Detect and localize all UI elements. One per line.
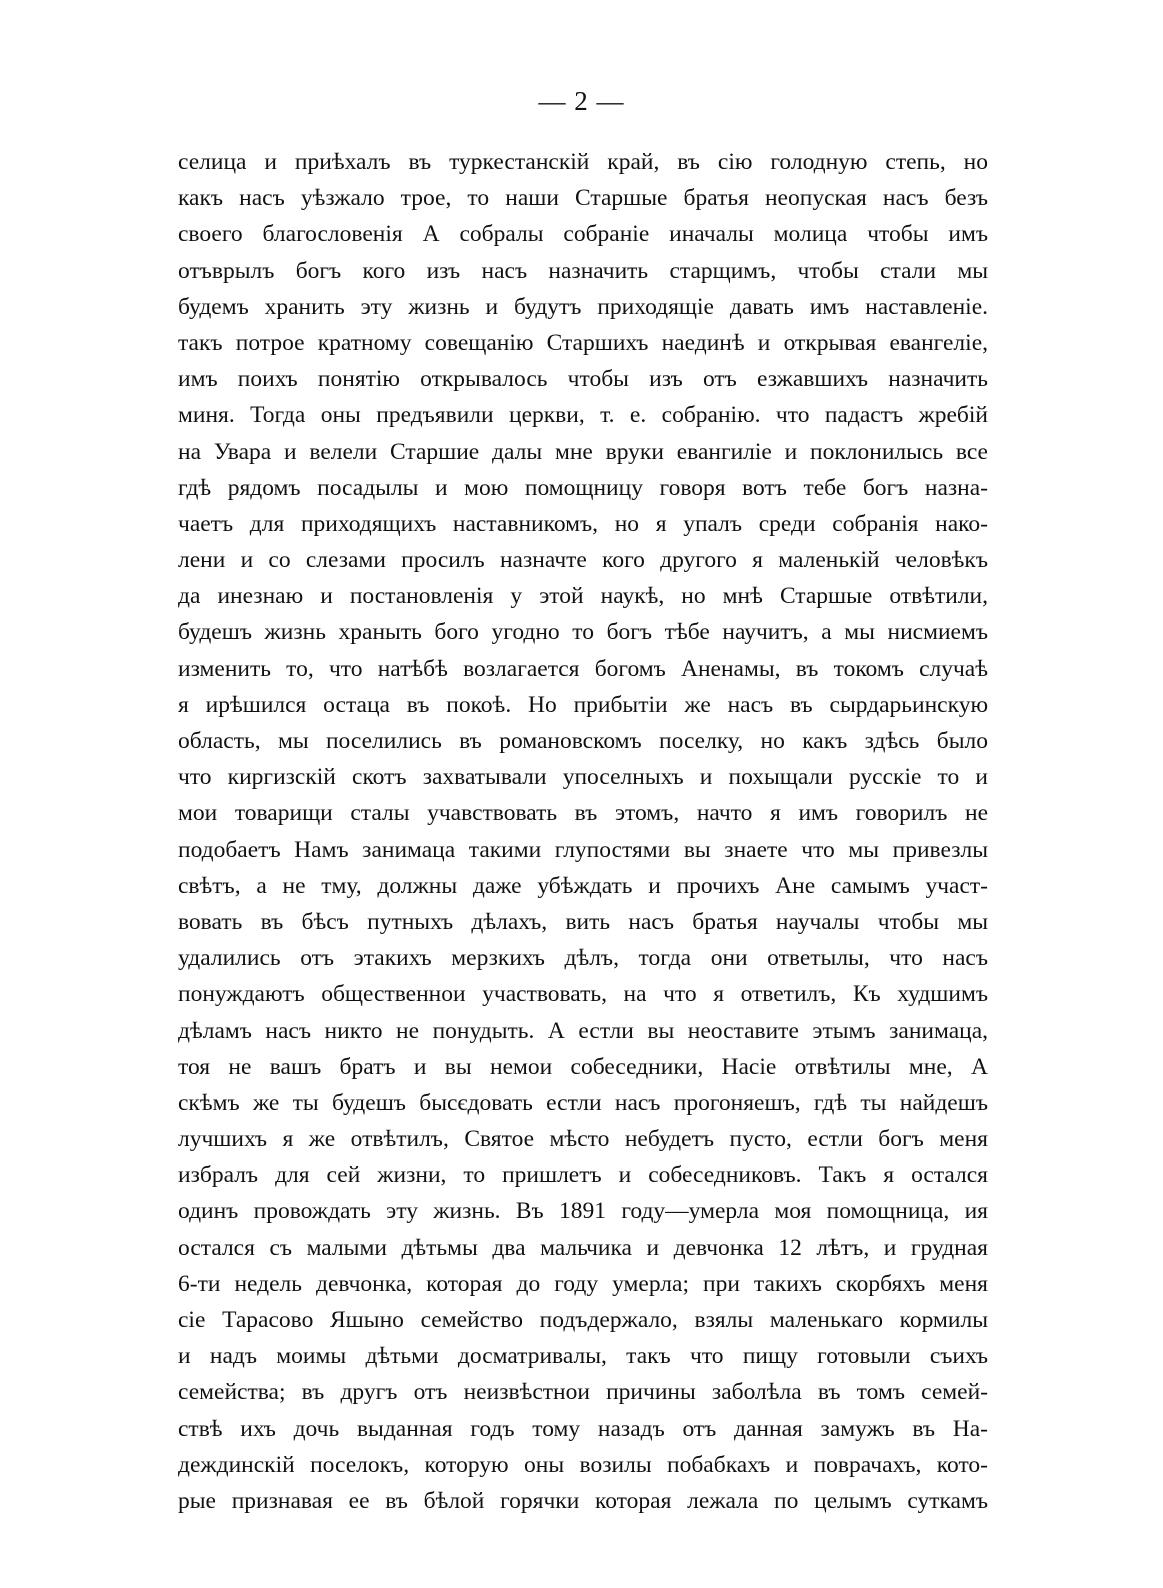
text-line: чаетъ для приходящихъ наставникомъ, но я упалъ среди собранія нако-	[178, 510, 988, 537]
text-line: тоя не вашъ братъ и вы немои собеседники, Насіе отвѣтилы мне, А	[178, 1053, 988, 1080]
text-line: семейства; въ другъ отъ неизвѣстнои причины заболѣла въ томъ семей-	[178, 1379, 988, 1406]
text-line: избралъ для сей жизни, то пришлетъ и собеседниковъ. Такъ я остался	[178, 1162, 988, 1189]
text-line: на Увара и велели Старшие далы мне вруки евангиліе и поклонилысь все	[178, 438, 988, 465]
text-line: своего благословенія А собралы собраніе иначалы молица чтобы имъ	[178, 221, 988, 248]
body-text	[178, 144, 988, 1519]
text-line: рые признавая ее въ бѣлой горячки которая лежала по целымъ суткамъ	[178, 1487, 988, 1514]
text-line: изменить то, что натѣбѣ возлагается богомъ Аненамы, въ токомъ случаѣ	[178, 655, 988, 682]
text-line: селица и приѣхалъ въ туркестанскій край, въ сію голодную степь, но	[178, 149, 988, 175]
text-line: понуждаютъ общественнои участвовать, на что я ответилъ, Къ худшимъ	[178, 981, 988, 1008]
text-line: вовать въ бѣсъ путныхъ дѣлахъ, вить насъ братья научалы чтобы мы	[178, 908, 988, 935]
text-line: область, мы поселились въ романовскомъ поселку, но какъ здѣсь было	[178, 728, 988, 754]
text-line: какъ насъ уѣзжало трое, то наши Старшые братья неопуская насъ безъ	[178, 185, 988, 212]
text-line: лучшихъ я же отвѣтилъ, Святое мѣсто небудетъ пусто, естли богъ меня	[178, 1126, 988, 1153]
text-line: одинъ провождать эту жизнь. Въ 1891 году—умерла моя помощница, ия	[178, 1198, 988, 1225]
text-line: свѣтъ, а не тму, должны даже убѣждать и прочихъ Ане самымъ участ-	[178, 872, 988, 899]
text-line: подобаетъ Намъ занимаца такими глупостями вы знаете что мы привезлы	[178, 836, 988, 863]
text-line: я ирѣшился остаца въ покоѣ. Но прибытіи же насъ въ сырдарьинскую	[178, 691, 988, 718]
text-line: будешъ жизнь храныть бого угодно то богъ тѣбе научитъ, а мы нисмиемъ	[178, 619, 988, 646]
text-line: дѣламъ насъ никто не понудыть. А естли вы неоставите этымъ занимаца,	[178, 1017, 988, 1044]
text-line: гдѣ рядомъ посадылы и мою помощницу говоря вотъ тебе богъ назна-	[178, 474, 988, 501]
text-line: лени и со слезами просилъ назначте кого другого я маленькій человѣкъ	[178, 547, 988, 574]
text-line: 6-ти недель девчонка, которая до году умерла; при такихъ скорбяхъ меня	[178, 1270, 988, 1297]
text-line: что киргизскій скотъ захватывали упоселныхъ и похыщали русскіе то и	[178, 764, 988, 791]
text-line: да инезнаю и постановленія у этой наукѣ, но мнѣ Старшые отвѣтили,	[178, 583, 988, 610]
text-line: скѣмъ же ты будешъ бысєдовать естли насъ прогоняешъ, гдѣ ты найдешъ	[178, 1089, 988, 1116]
text-line: удалились отъ этакихъ мерзкихъ дѣлъ, тогда они ответылы, что насъ	[178, 945, 988, 972]
page-number: — 2 —	[538, 86, 625, 116]
text-line: миня. Тогда оны предъявили церкви, т. е. собранію. что падастъ жребій	[178, 402, 988, 429]
text-line: будемъ хранить эту жизнь и будутъ приходящіе давать имъ наставленіе.	[178, 293, 988, 320]
text-line: имъ поихъ понятію открывалось чтобы изъ отъ езжавшихъ назначить	[178, 366, 988, 393]
text-line: такъ потрое кратному совещанію Старшихъ наединѣ и открывая евангеліе,	[178, 329, 988, 356]
text-line: остался съ малыми дѣтьмы два мальчика и девчонка 12 лѣтъ, и грудная	[178, 1234, 988, 1261]
text-line: сіе Тарасово Яшыно семейство подъдержало, взялы маленькаго кормилы	[178, 1307, 988, 1333]
text-line: и надъ моимы дѣтьми досматривалы, такъ что пищу готовыли съихъ	[178, 1343, 988, 1370]
text-line: отъврылъ богъ кого изъ насъ назначить старщимъ, чтобы стали мы	[178, 257, 988, 284]
text-line: ствѣ ихъ дочь выданная годъ тому назадъ отъ данная замужъ въ На-	[178, 1415, 988, 1442]
text-line: деждинскій поселокъ, которую оны возилы побабкахъ и поврачахъ, кото-	[178, 1451, 988, 1478]
text-line: мои товарищи сталы учавствовать въ этомъ, начто я имъ говорилъ не	[178, 800, 988, 827]
